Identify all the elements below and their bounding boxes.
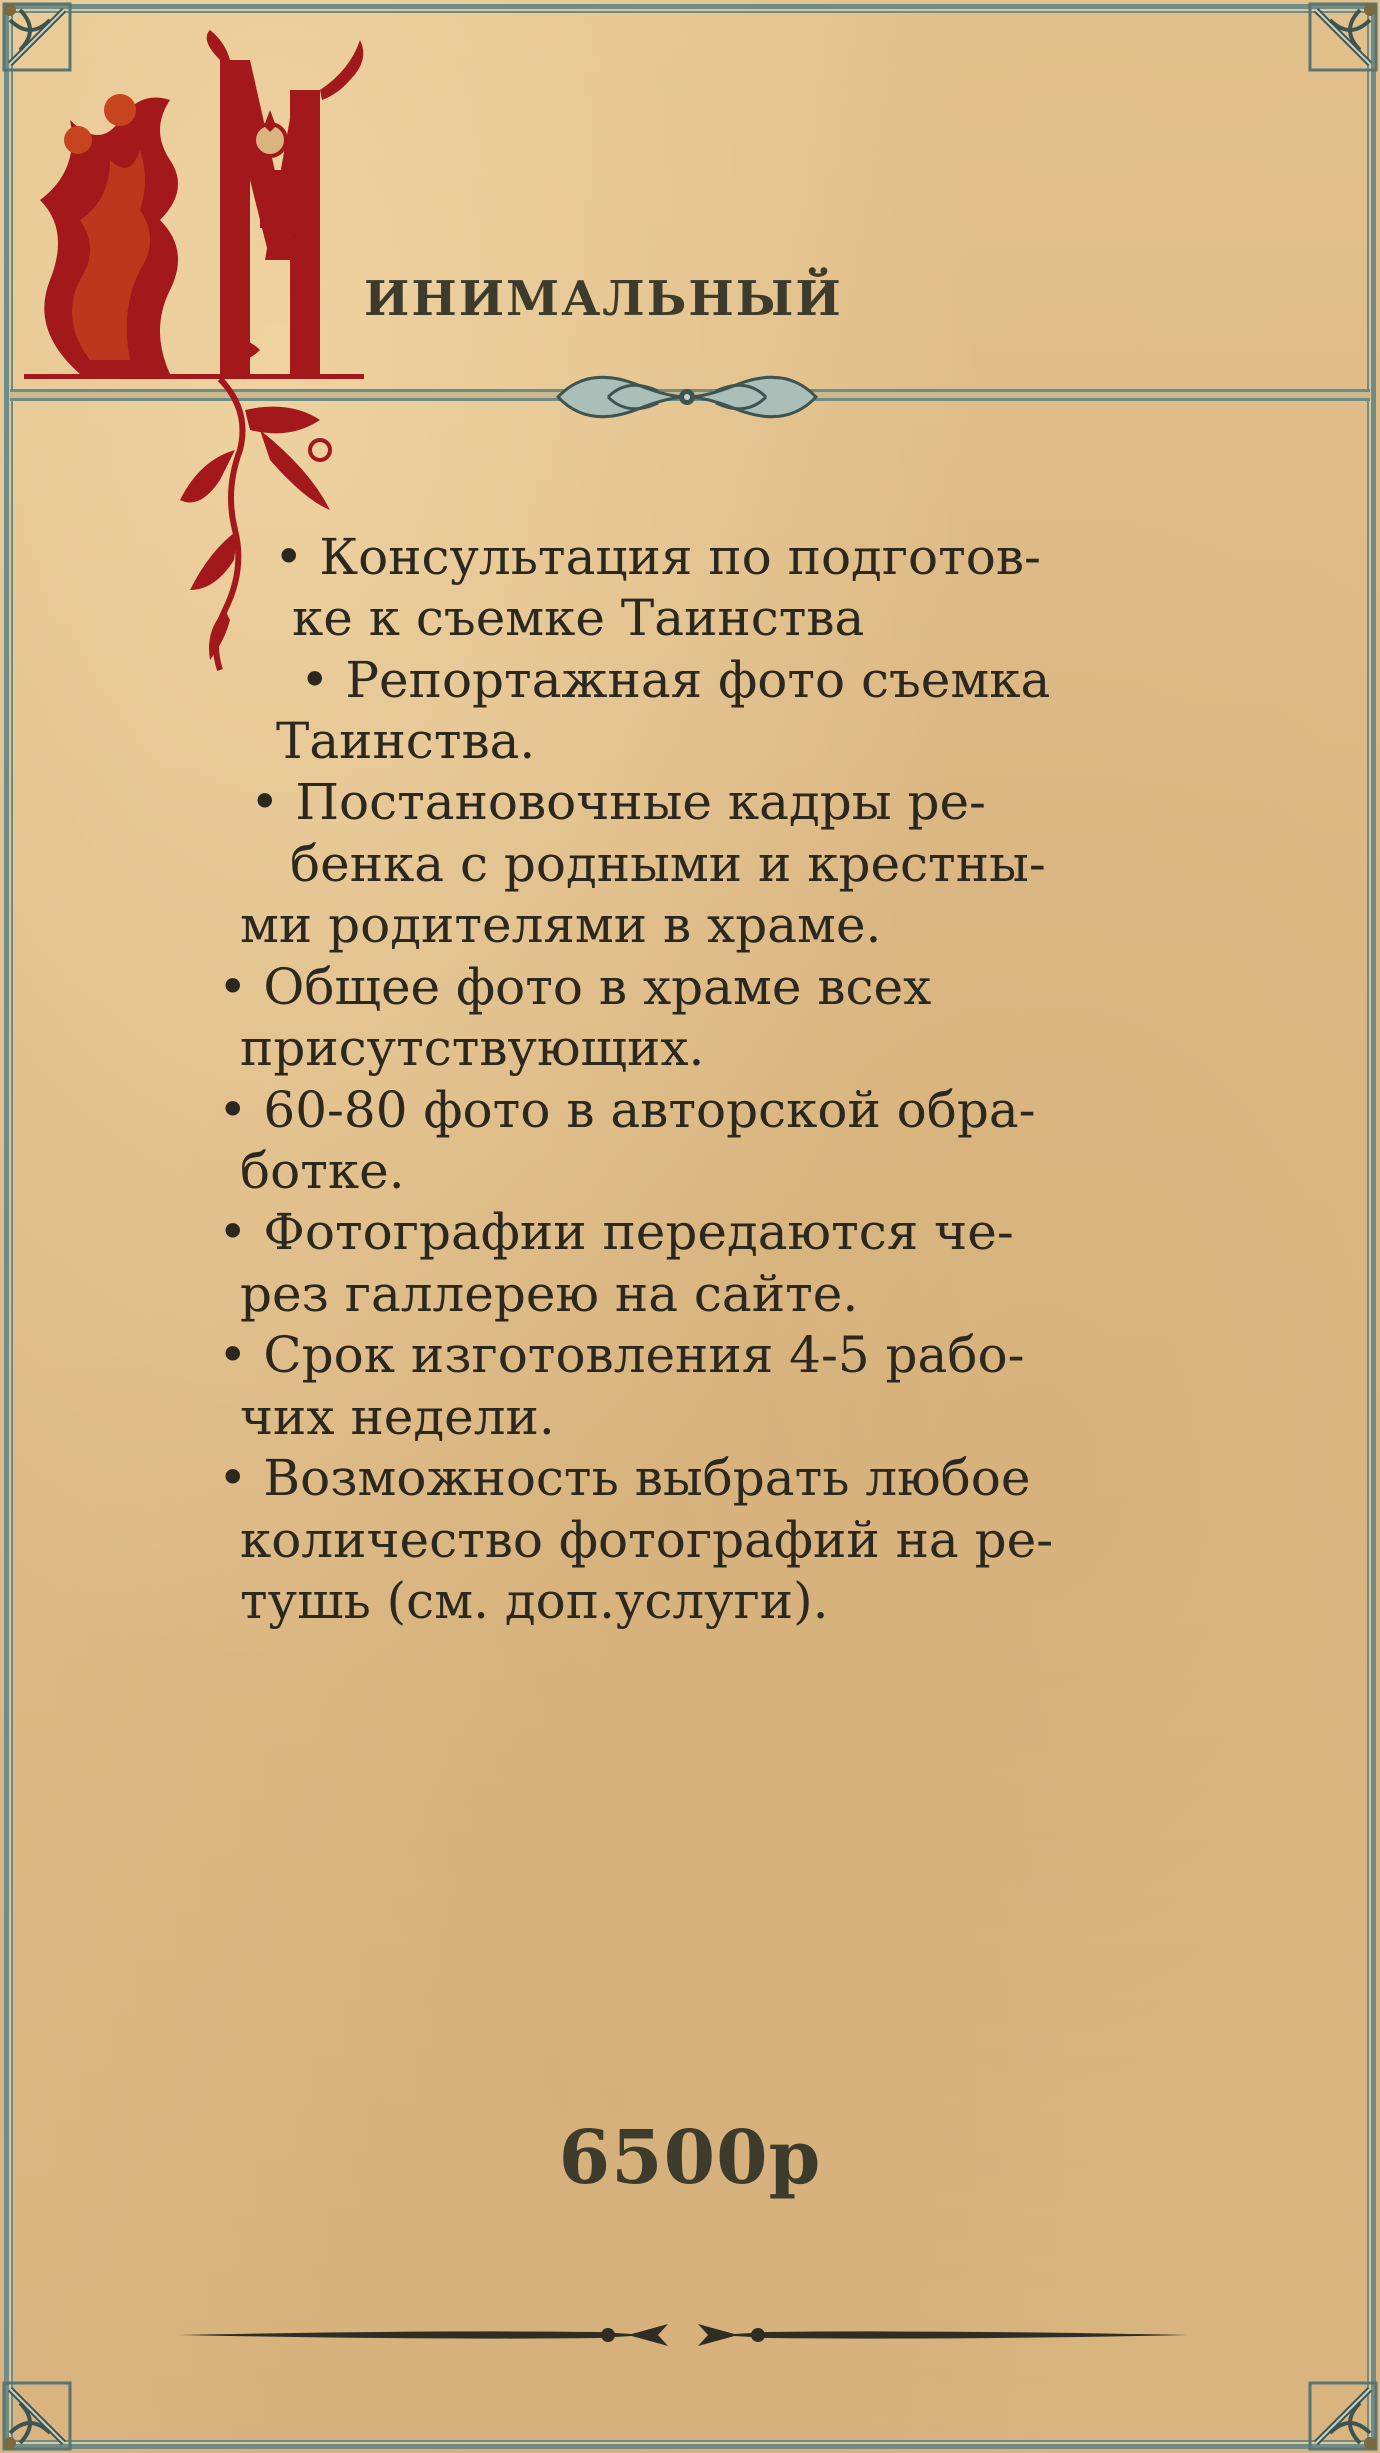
divider-ornament-icon: [178, 2310, 1188, 2360]
list-item-line: • Общее фото в храме всех: [218, 958, 932, 1016]
list-item-line: тушь (см. доп.услуги).: [240, 1572, 829, 1630]
price-value: 6500р: [558, 2115, 822, 2201]
list-item-line: присутствующих.: [240, 1019, 705, 1077]
list-item-line: количество фотографий на ре-: [240, 1511, 1054, 1569]
corner-knot-icon: [1306, 2379, 1380, 2453]
list-item-line: • Срок изготовления 4-5 рабо-: [218, 1326, 1025, 1384]
title-text: инимальный: [364, 252, 843, 332]
list-item-line: ботке.: [240, 1142, 405, 1200]
list-item-line: • Возможность выбрать любое: [218, 1449, 1031, 1507]
list-item-line: • Консультация по подготов-: [274, 528, 1041, 586]
list-item-line: бенка с родными и крестны-: [290, 835, 1046, 893]
list-item-line: • Репортажная фото съемка: [300, 651, 1051, 709]
list-item-line: рез галлерею на сайте.: [240, 1265, 859, 1323]
list-item-line: • 60-80 фото в авторской обра-: [218, 1081, 1036, 1139]
list-item-line: Таинства.: [276, 712, 536, 770]
corner-knot-icon: [1306, 0, 1380, 74]
list-item-line: • Фотографии передаются че-: [218, 1203, 1014, 1261]
list-item-line: • Постановочные кадры ре-: [250, 773, 986, 831]
list-item-line: чих недели.: [240, 1388, 555, 1446]
list-item-line: ке к съемке Таинства: [292, 589, 865, 647]
list-item-line: ми родителями в храме.: [240, 896, 882, 954]
scroll-ornament-icon: [548, 355, 826, 439]
corner-knot-icon: [0, 2379, 74, 2453]
